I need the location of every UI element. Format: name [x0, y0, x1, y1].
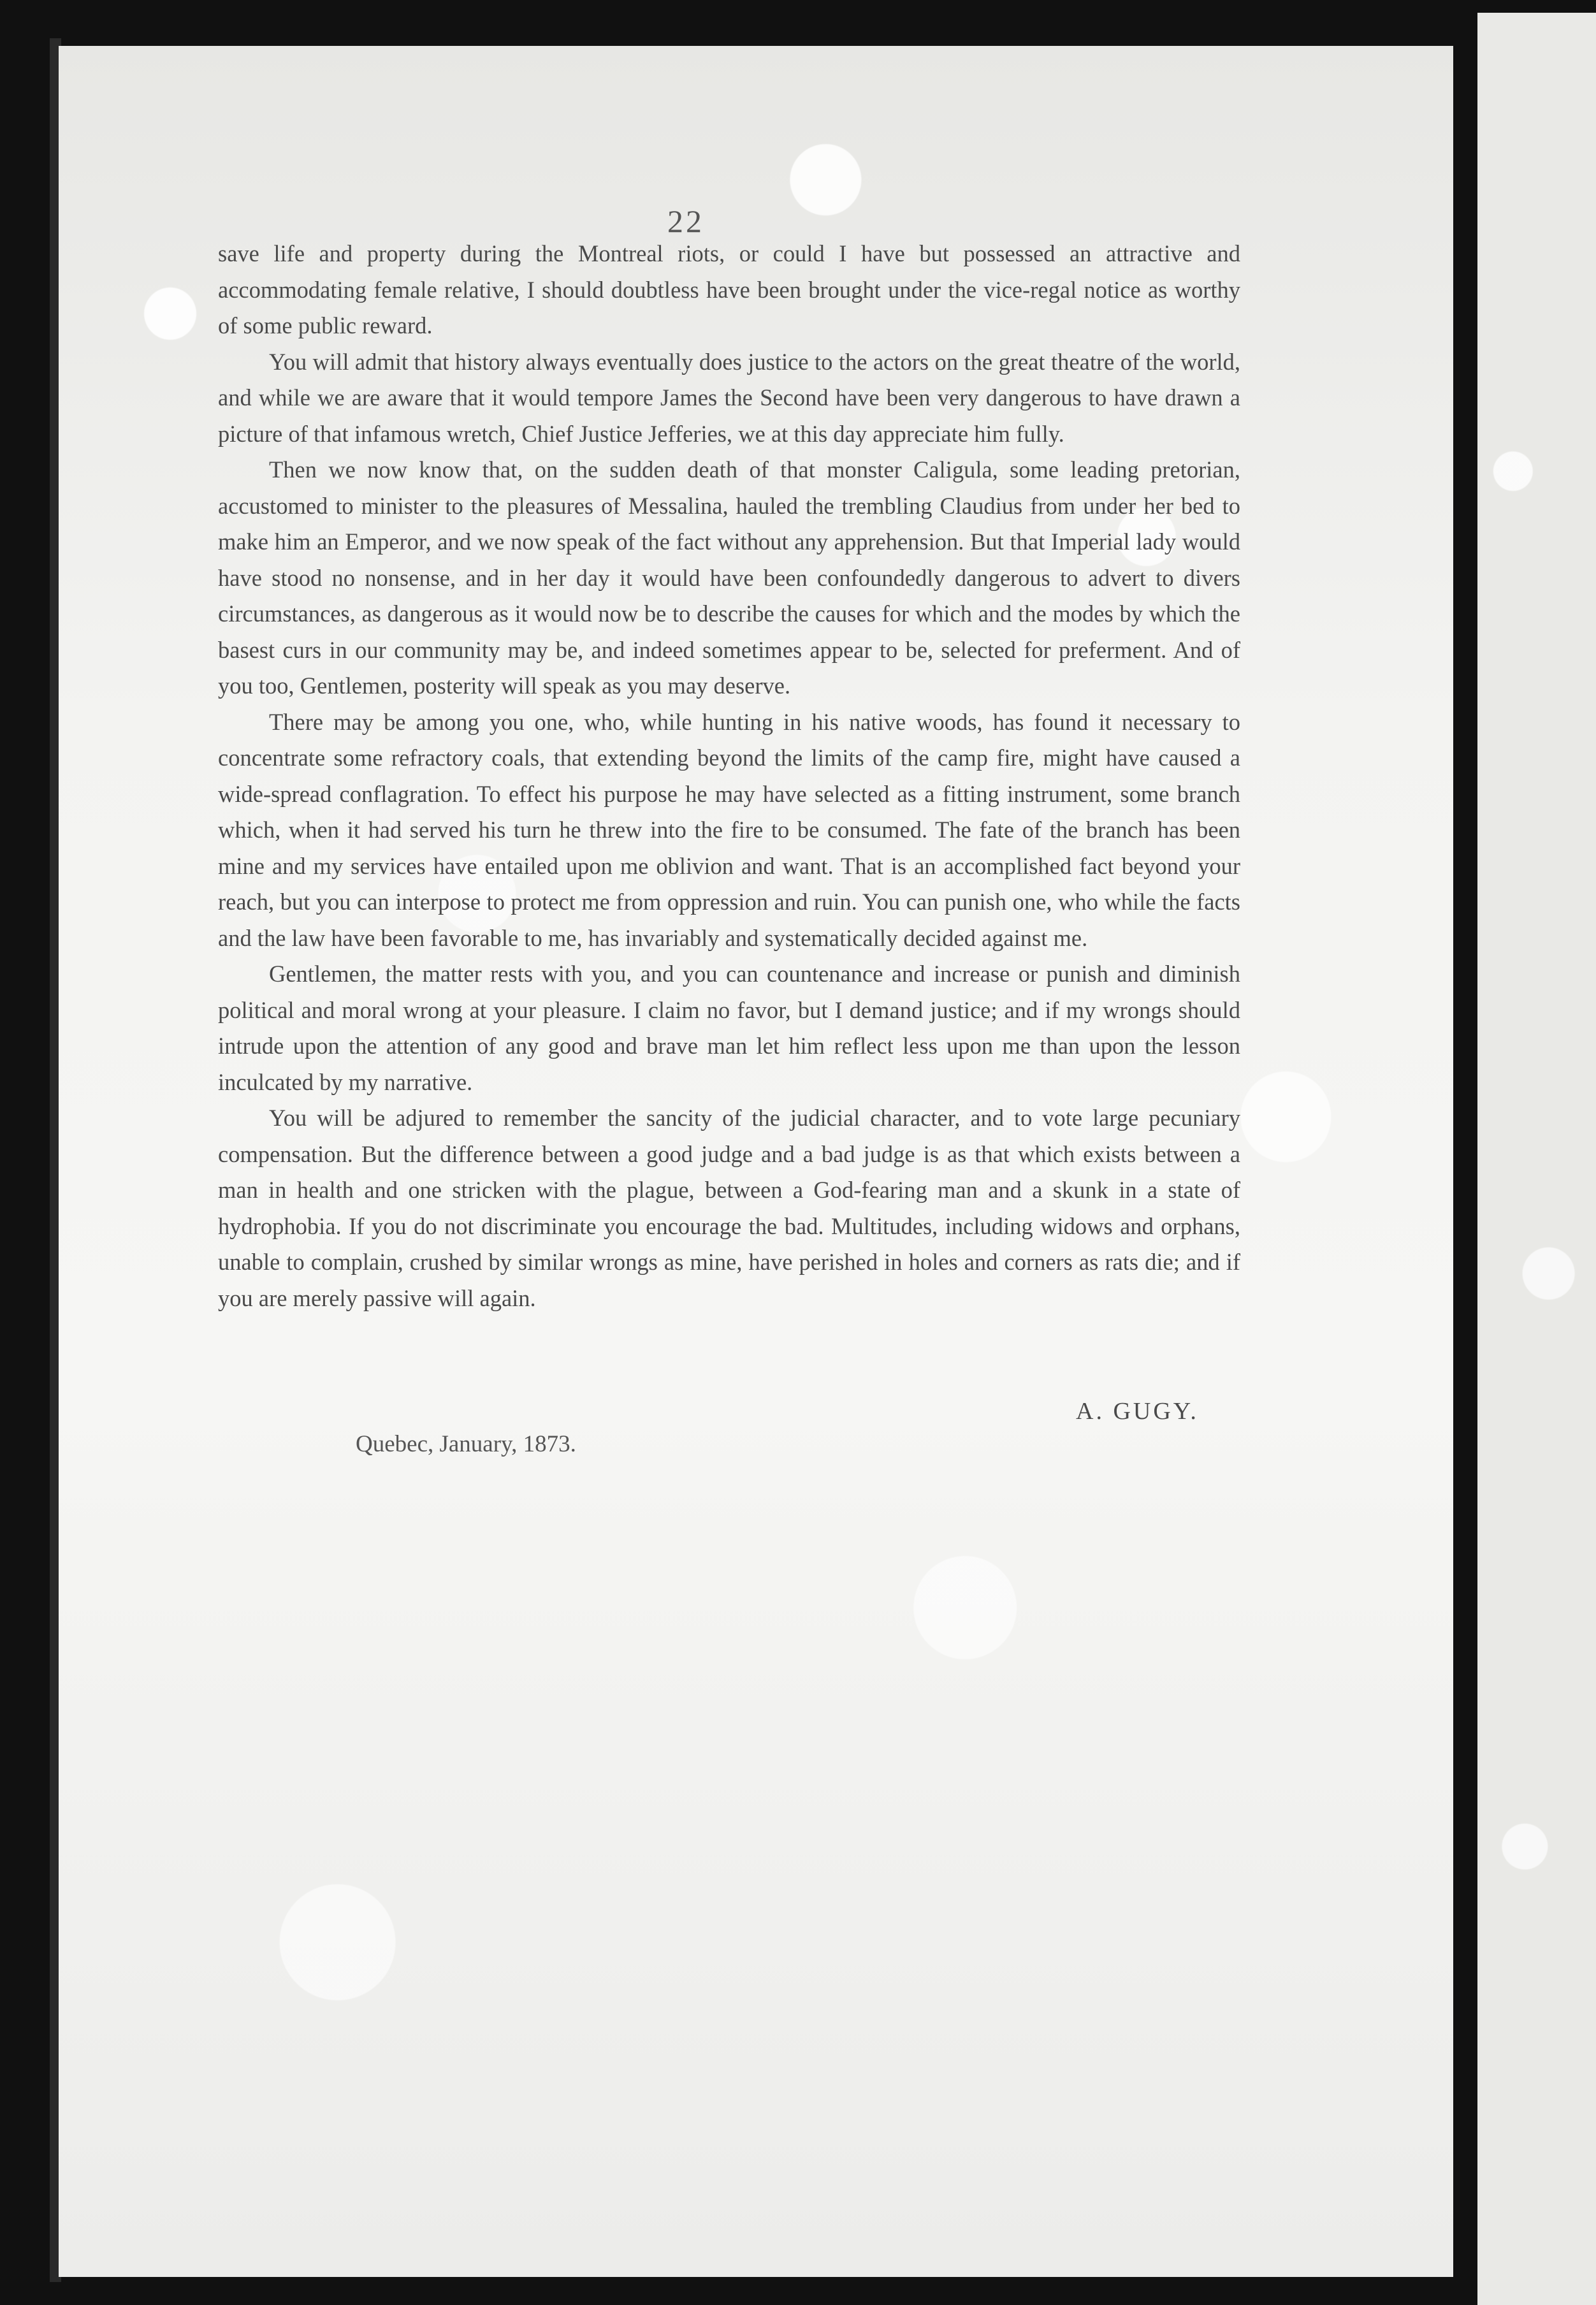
- paragraph-4: There may be among you one, who, while hunting in his native woods, has found it necessary to concentrate some refractory coals, that extending beyond the limits of the camp fire, might have caused a wide-spread conflagration. To effect his purpose he may have selected as a fitting instrument, some branch which, when it had served his turn he threw into the fire to be consumed. The fate of the branch has been mine and my services have entailed upon me oblivion and want. That is an accomplished fact beyond your reach, but you can interpose to protect me from oppression and ruin. You can punish one, who while the facts and the law have been favorable to me, has invariably and systematically decided against me.: [218, 708, 1240, 951]
- body-text: [218, 236, 1240, 1316]
- page-number: 22: [667, 203, 704, 239]
- adjacent-page-strip: [1477, 13, 1596, 2305]
- dateline: Quebec, January, 1873.: [356, 1431, 576, 1457]
- paragraph-5: Gentlemen, the matter rests with you, and you can countenance and increase or punish and diminish political and moral wrong at your pleasure. I claim no favor, but I demand justice; and if my wrongs should intrude upon the attention of any good and brave man let him reflect less upon me than upon the lesson inculcated by my narrative.: [218, 961, 1240, 1095]
- author-signature: A. GUGY.: [1076, 1398, 1199, 1425]
- paragraph-2: You will admit that history always eventually does justice to the actors on the great theatre of the world, and while we are aware that it would tempore James the Second have been very dangerous to have drawn a picture of that infamous wretch, Chief Justice Jefferies, we at this day appreciate him fully.: [218, 348, 1240, 447]
- paragraph-3: Then we now know that, on the sudden death of that monster Caligula, some leading pretorian, accustomed to minister to the pleasures of Messalina, hauled the trembling Claudius from under her bed to make him an Emperor, and we now speak of the fact without any apprehension. But that Imperial lady would have stood no nonsense, and in her day it would have been confoundedly dangerous to advert to divers circumstances, as dangerous as it would now be to describe the causes for which and the modes by which the basest curs in our community may be, and indeed sometimes appear to be, selected for preferment. And of you too, Gentlemen, posterity will speak as you may deserve.: [218, 456, 1240, 699]
- paragraph-1: save life and property during the Montreal riots, or could I have but possessed an attractive and accommodating female relative, I should doubtless have been brought under the vice-regal notice as worthy of some public reward.: [218, 240, 1240, 338]
- paragraph-6: You will be adjured to remember the sancity of the judicial character, and to vote large pecuniary compensation. But the difference between a good judge and a bad judge is as that which exists between a man in health and one stricken with the plague, between a God-fearing man and a skunk in a state of hydrophobia. If you do not discriminate you encourage the bad. Multitudes, including widows and orphans, unable to complain, crushed by similar wrongs as mine, have perished in holes and corners as rats die; and if you are merely passive will again.: [218, 1105, 1240, 1311]
